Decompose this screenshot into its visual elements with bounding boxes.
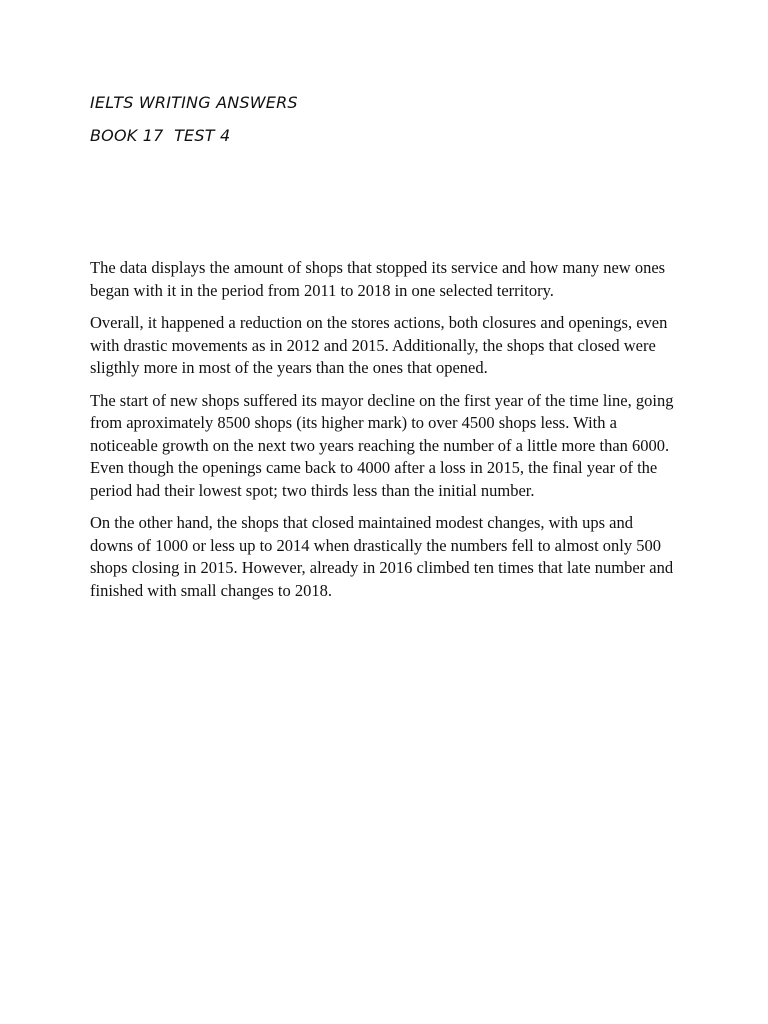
paragraph-intro: The data displays the amount of shops that stopped its service and how many new ones began with it in the period from 2011 to 2018 in one selected territory. xyxy=(90,258,666,300)
paragraph-openings: The start of new shops suffered its mayor decline on the first year of the time line, going from aproximately 8500 shops (its higher mark) to over 4500 shops less. With a noticeable growth on the next two years reaching the number of a little more than 6000. Even though the openings came back to 4000 after a loss in 2015, the final year of the period had their lowest spot; two thirds less than the initial number. xyxy=(90,390,674,500)
document-heading-title: IELTS WRITING ANSWERS xyxy=(90,93,298,112)
paragraph-closures: On the other hand, the shops that closed maintained modest changes, with ups and downs of 1000 or less up to 2014 when drastically the numbers fell to almost only 500 shops closing in 2015. However, already in 2016 climbed ten times that late number and finished with small changes to 2018. xyxy=(90,513,674,600)
paragraph-overview: Overall, it happened a reduction on the stores actions, both closures and openings, even with drastic movements as in 2012 and 2015. Additionally, the shops that closed were sligthly more in most of the years than the ones that opened. xyxy=(90,313,668,377)
document-body xyxy=(90,257,680,612)
document-heading-subtitle: BOOK 17 TEST 4 xyxy=(90,126,231,145)
